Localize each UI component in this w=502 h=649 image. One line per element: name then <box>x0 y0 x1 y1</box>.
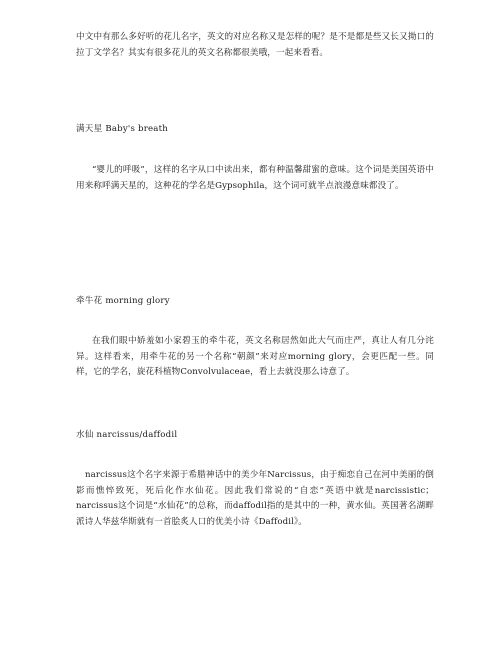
section-heading-narcissus: 水仙 narcissus/daffodil <box>76 430 178 440</box>
intro-paragraph: 中文中有那么多好听的花儿名字，英文的对应名称又是怎样的呢？是不是都是些又长又拗口的拉丁文学名？其实有很多花儿的英文名称都很美哦，一起来看看。 <box>76 32 434 58</box>
section-heading-babys-breath: 满天星 Baby's breath <box>76 124 169 134</box>
section-body-narcissus: narcissus这个名字来源于希腊神话中的美少年Narcissus，由于痴恋自己在河中美丽的倒影而憔悴致死，死后化作水仙花。因此我们常说的“自恋”英语中就是narcissistic；narcissus这个词是“水仙花”的总称，而daffodil指的是其中的一种，黄水仙。英国著名湖畔派诗人华兹华斯就有一首脍炙人口的优美小诗《Daffodil》。 <box>76 470 434 527</box>
section-heading-morning-glory: 牵牛花 morning glory <box>76 296 170 306</box>
section-body-babys-breath: “婴儿的呼吸”，这样的名字从口中读出来，都有种温馨甜蜜的意味。这个词是美国英语中用来称呼满天星的，这种花的学名是Gypsophila，这个词可就半点浪漫意味都没了。 <box>76 165 434 191</box>
section-body-morning-glory: 在我们眼中娇羞如小家碧玉的牵牛花，英文名称居然如此大气而庄严，真让人有几分诧异。这样看来，用牵牛花的另一个名称“朝颜”来对应morning glory，会更匹配一些。同样，它的学名，旋花科植物Convolvulaceae，看上去就没那么诗意了。 <box>76 336 434 378</box>
